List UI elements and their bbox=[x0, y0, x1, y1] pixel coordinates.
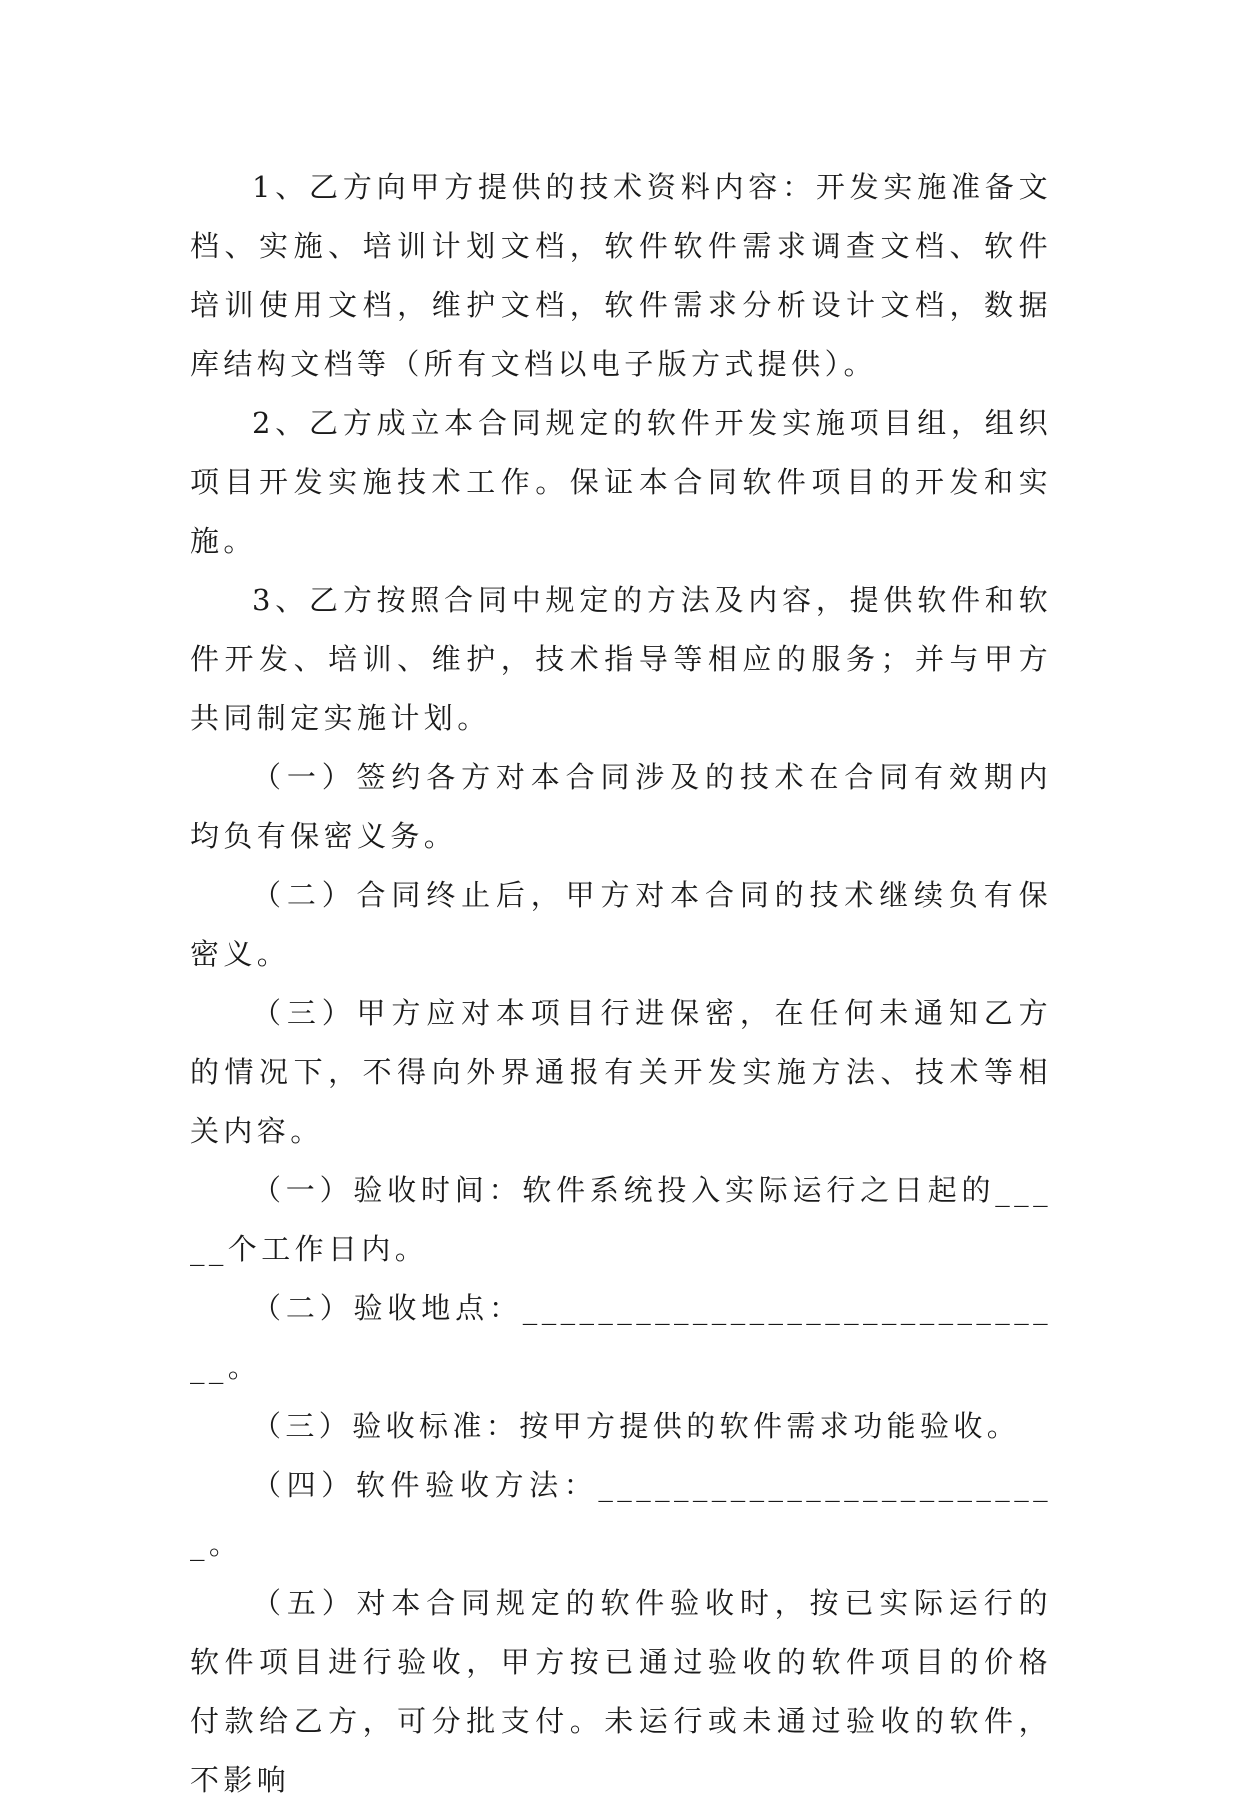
paragraph-acceptance-standard: （三）验收标准：按甲方提供的软件需求功能验收。 bbox=[252, 1409, 1021, 1443]
paragraph-confidentiality-3: （三）甲方应对本项目行进保密，在任何未通知乙方的情况下，不得向外界通报有关开发实施方法、技术等相关内容。 bbox=[190, 996, 1052, 1148]
paragraph-acceptance-method: （四）软件验收方法：_________________________。 bbox=[190, 1468, 1052, 1561]
paragraph-acceptance-location: （二）验收地点：______________________________。 bbox=[190, 1291, 1052, 1384]
document-body bbox=[190, 158, 1052, 1810]
paragraph-project-team: 2、乙方成立本合同规定的软件开发实施项目组，组织项目开发实施技术工作。保证本合同软件项目的开发和实施。 bbox=[190, 406, 1052, 558]
paragraph-technical-materials: 1、乙方向甲方提供的技术资料内容：开发实施准备文档、实施、培训计划文档，软件软件需求调查文档、软件培训使用文档，维护文档，软件需求分析设计文档，数据库结构文档等（所有文档以电子版方式提供）。 bbox=[190, 170, 1052, 381]
paragraph-confidentiality-1: （一）签约各方对本合同涉及的技术在合同有效期内均负有保密义务。 bbox=[190, 760, 1052, 853]
paragraph-services: 3、乙方按照合同中规定的方法及内容，提供软件和软件开发、培训、维护，技术指导等相应的服务；并与甲方共同制定实施计划。 bbox=[190, 583, 1052, 735]
paragraph-confidentiality-2: （二）合同终止后，甲方对本合同的技术继续负有保密义。 bbox=[190, 878, 1052, 971]
paragraph-acceptance-payment: （五）对本合同规定的软件验收时，按已实际运行的软件项目进行验收，甲方按已通过验收的软件项目的价格付款给乙方，可分批支付。未运行或未通过验收的软件，不影响 bbox=[190, 1586, 1052, 1797]
paragraph-acceptance-time: （一）验收时间：软件系统投入实际运行之日起的_____个工作日内。 bbox=[190, 1173, 1052, 1266]
